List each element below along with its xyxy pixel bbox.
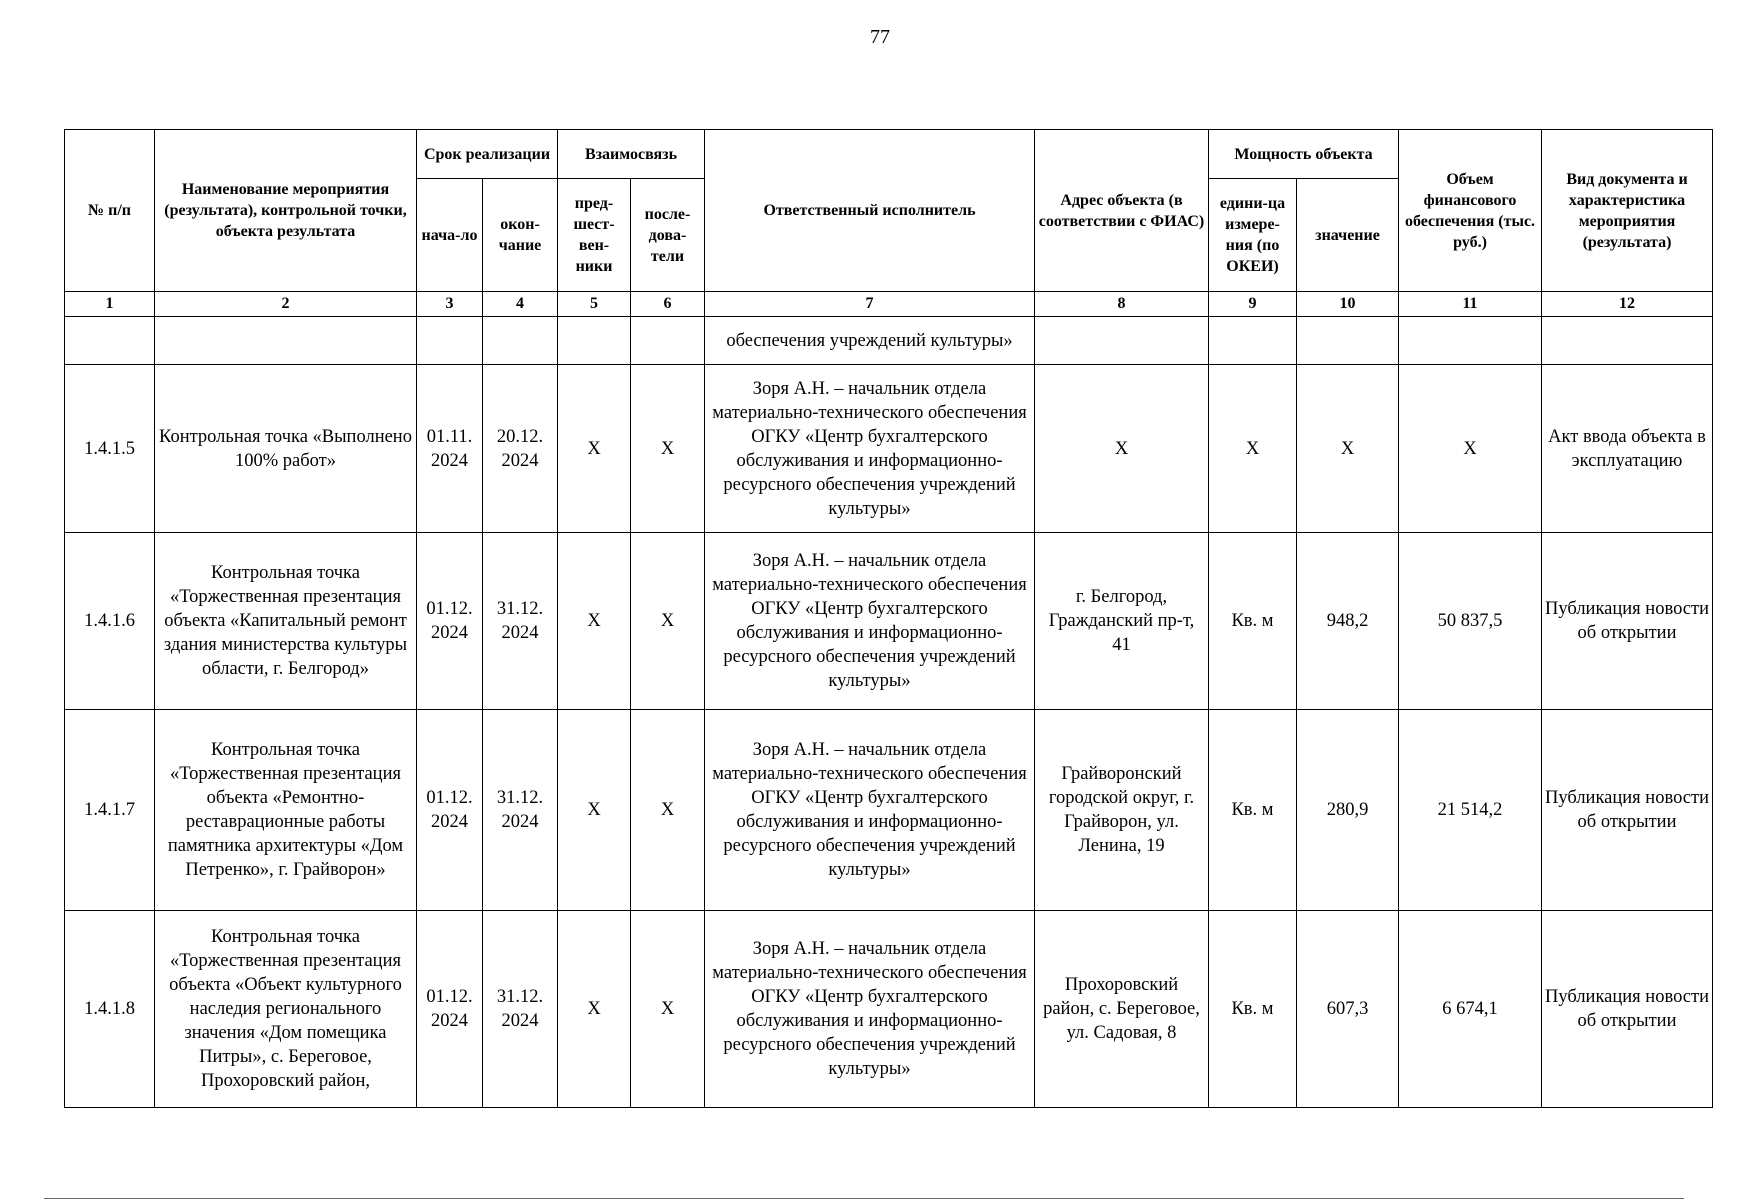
row-address: X [1035, 365, 1209, 533]
continuation-executor: обеспечения учреждений культуры» [705, 317, 1035, 365]
row-doc: Публикация новости об открытии [1542, 710, 1713, 911]
row-name: Контрольная точка «Торжественная презентация объекта «Ремонтно-реставрационные работы памятника архитектуры «Дом Петренко», г. Грайворон» [155, 710, 417, 911]
table-cell [631, 317, 705, 365]
row-address: Прохоровский район, с. Береговое, ул. Садовая, 8 [1035, 911, 1209, 1108]
row-prev: X [558, 365, 631, 533]
continuation-row [65, 317, 1713, 365]
table-row [65, 365, 1713, 533]
table-cell [417, 317, 483, 365]
row-doc: Акт ввода объекта в эксплуатацию [1542, 365, 1713, 533]
row-next: X [631, 911, 705, 1108]
row-start: 01.12. 2024 [417, 911, 483, 1108]
row-unit: Кв. м [1209, 710, 1297, 911]
header-link-prev: пред-шест-вен-ники [558, 179, 631, 292]
row-doc: Публикация новости об открытии [1542, 911, 1713, 1108]
row-name: Контрольная точка «Торжественная презентация объекта «Объект культурного наследия регионального значения «Дом помещика Питры», с. Береговое, Прохоровский район, [155, 911, 417, 1108]
column-number: 3 [417, 292, 483, 317]
row-value: X [1297, 365, 1399, 533]
column-number: 9 [1209, 292, 1297, 317]
row-finance: 21 514,2 [1399, 710, 1542, 911]
table-cell [558, 317, 631, 365]
row-doc: Публикация новости об открытии [1542, 533, 1713, 710]
row-num: 1.4.1.7 [65, 710, 155, 911]
table-cell [483, 317, 558, 365]
header-link-next: после-дова-тели [631, 179, 705, 292]
table-cell [1035, 317, 1209, 365]
row-value: 280,9 [1297, 710, 1399, 911]
row-finance: X [1399, 365, 1542, 533]
row-prev: X [558, 710, 631, 911]
table-row [65, 911, 1713, 1108]
row-executor: Зоря А.Н. – начальник отдела материально-технического обеспечения ОГКУ «Центр бухгалтерского обслуживания и информационно-ресурсного обеспечения учреждений культуры» [705, 710, 1035, 911]
page-number: 77 [870, 26, 890, 48]
row-num: 1.4.1.8 [65, 911, 155, 1108]
column-number: 5 [558, 292, 631, 317]
row-value: 948,2 [1297, 533, 1399, 710]
header-term-start: нача-ло [417, 179, 483, 292]
row-address: г. Белгород, Гражданский пр-т, 41 [1035, 533, 1209, 710]
table-row [65, 533, 1713, 710]
header-term: Срок реализации [417, 130, 558, 179]
column-number: 11 [1399, 292, 1542, 317]
row-end: 31.12. 2024 [483, 710, 558, 911]
header-doc-type: Вид документа и характеристика мероприятия (результата) [1542, 130, 1713, 292]
row-start: 01.12. 2024 [417, 710, 483, 911]
row-num: 1.4.1.5 [65, 365, 155, 533]
row-value: 607,3 [1297, 911, 1399, 1108]
row-next: X [631, 365, 705, 533]
column-number: 7 [705, 292, 1035, 317]
column-number: 10 [1297, 292, 1399, 317]
row-prev: X [558, 533, 631, 710]
column-number: 4 [483, 292, 558, 317]
row-end: 20.12. 2024 [483, 365, 558, 533]
column-number-row [65, 292, 1713, 317]
row-address: Грайворонский городской округ, г. Грайворон, ул. Ленина, 19 [1035, 710, 1209, 911]
row-start: 01.12. 2024 [417, 533, 483, 710]
table-cell [1209, 317, 1297, 365]
row-name: Контрольная точка «Выполнено 100% работ» [155, 365, 417, 533]
header-finance: Объем финансового обеспечения (тыс. руб.) [1399, 130, 1542, 292]
header-executor: Ответственный исполнитель [705, 130, 1035, 292]
header-capacity-value: значение [1297, 179, 1399, 292]
activities-table [64, 129, 1713, 1108]
header-num: № п/п [65, 130, 155, 292]
table-cell [1297, 317, 1399, 365]
table-row [65, 710, 1713, 911]
table-cell [65, 317, 155, 365]
header-term-end: окон-чание [483, 179, 558, 292]
row-executor: Зоря А.Н. – начальник отдела материально-технического обеспечения ОГКУ «Центр бухгалтерского обслуживания и информационно-ресурсного обеспечения учреждений культуры» [705, 911, 1035, 1108]
row-start: 01.11. 2024 [417, 365, 483, 533]
column-number: 8 [1035, 292, 1209, 317]
row-unit: X [1209, 365, 1297, 533]
header-address: Адрес объекта (в соответствии с ФИАС) [1035, 130, 1209, 292]
header-name: Наименование мероприятия (результата), контрольной точки, объекта результата [155, 130, 417, 292]
row-name: Контрольная точка «Торжественная презентация объекта «Капитальный ремонт здания министерства культуры области, г. Белгород» [155, 533, 417, 710]
column-number: 6 [631, 292, 705, 317]
row-end: 31.12. 2024 [483, 911, 558, 1108]
row-executor: Зоря А.Н. – начальник отдела материально-технического обеспечения ОГКУ «Центр бухгалтерского обслуживания и информационно-ресурсного обеспечения учреждений культуры» [705, 365, 1035, 533]
row-unit: Кв. м [1209, 533, 1297, 710]
table-cell [1399, 317, 1542, 365]
header-capacity: Мощность объекта [1209, 130, 1399, 179]
row-finance: 6 674,1 [1399, 911, 1542, 1108]
header-row-1 [65, 130, 1713, 179]
row-next: X [631, 533, 705, 710]
row-next: X [631, 710, 705, 911]
table-cell [1542, 317, 1713, 365]
page-bottom-line [44, 1198, 1684, 1199]
row-finance: 50 837,5 [1399, 533, 1542, 710]
header-capacity-unit: едини-ца измере-ния (по ОКЕИ) [1209, 179, 1297, 292]
column-number: 12 [1542, 292, 1713, 317]
table-cell [155, 317, 417, 365]
column-number: 1 [65, 292, 155, 317]
row-prev: X [558, 911, 631, 1108]
row-end: 31.12. 2024 [483, 533, 558, 710]
header-link: Взаимосвязь [558, 130, 705, 179]
column-number: 2 [155, 292, 417, 317]
row-executor: Зоря А.Н. – начальник отдела материально-технического обеспечения ОГКУ «Центр бухгалтерского обслуживания и информационно-ресурсного обеспечения учреждений культуры» [705, 533, 1035, 710]
row-num: 1.4.1.6 [65, 533, 155, 710]
row-unit: Кв. м [1209, 911, 1297, 1108]
